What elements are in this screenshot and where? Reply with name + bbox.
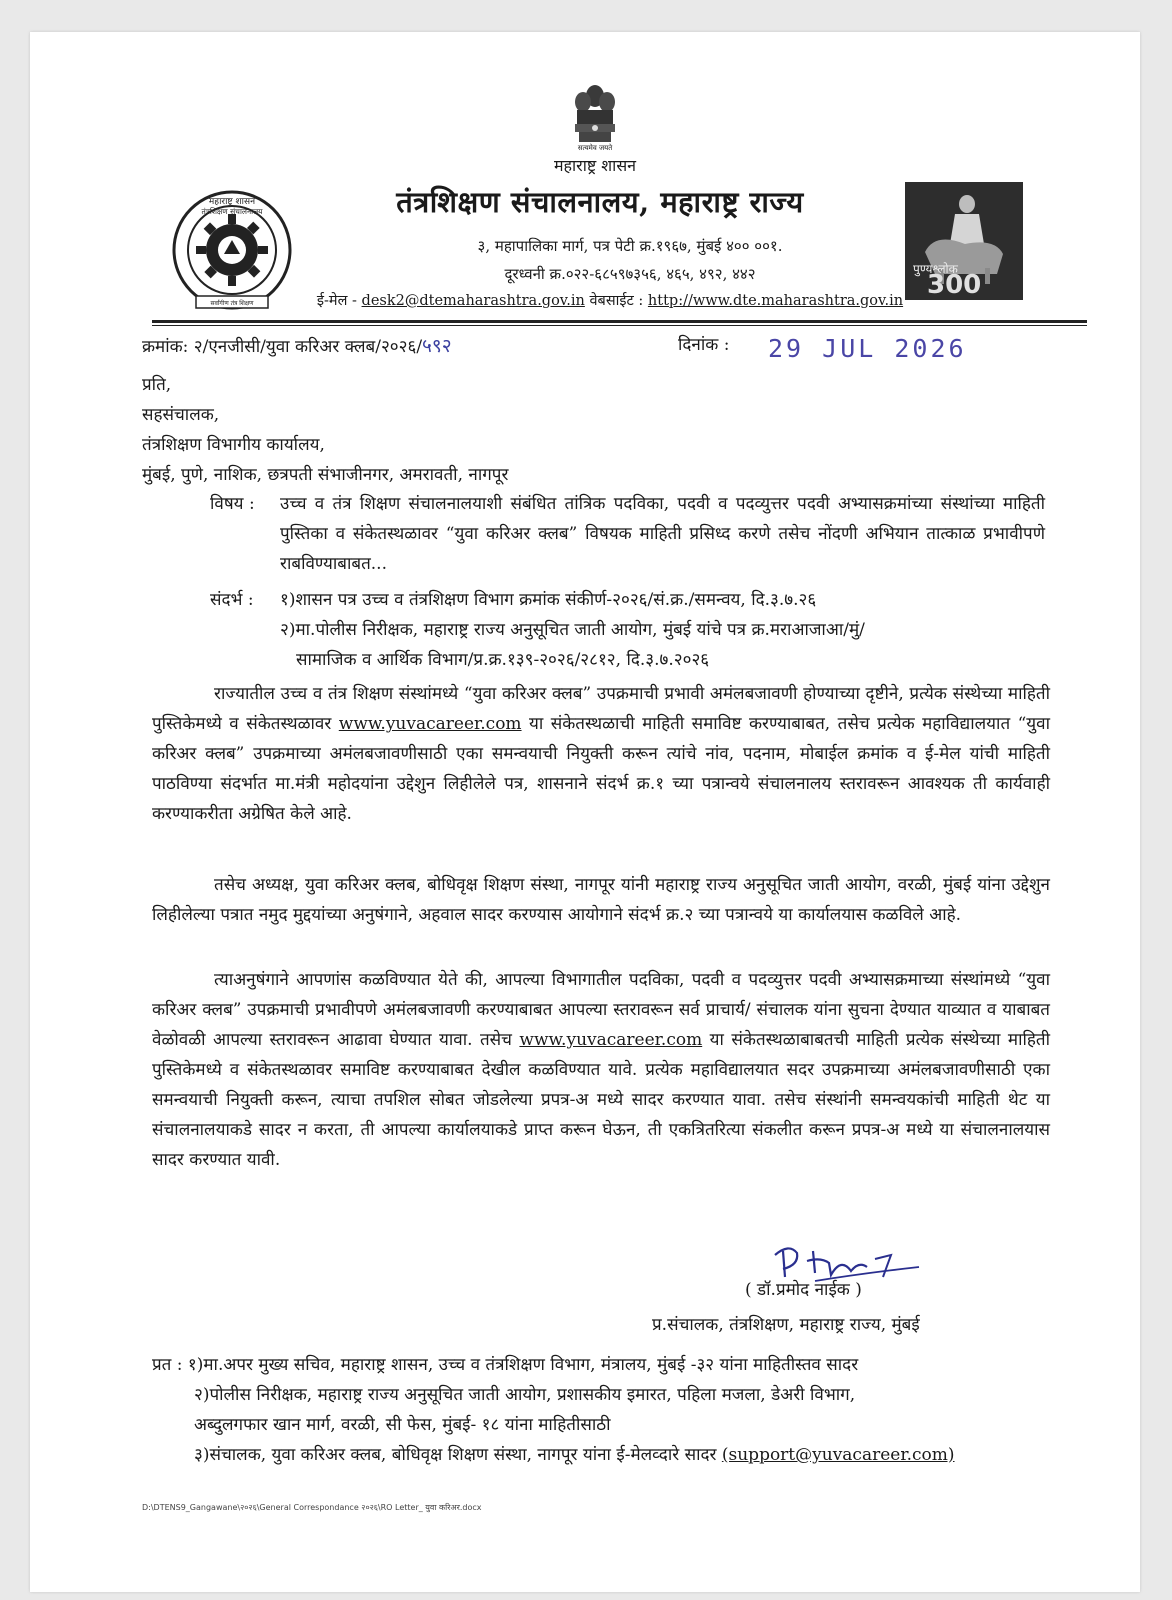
office-address: ३, महापालिका मार्ग, पत्र पेटी क्र.१९६७, मुंबई ४०० ००१. bbox=[477, 237, 783, 255]
copy-item-continued: अब्दुलगफार खान मार्ग, वरळी, सी फेस, मुंबई- १८ यांना माहितीसाठी bbox=[194, 1415, 611, 1435]
copy-item bbox=[152, 1440, 1062, 1470]
copy-text: ३)संचालक, युवा करिअर क्लब, बोधिवृक्ष शिक्षण संस्था, नागपूर यांना ई-मेलव्दारे सादर bbox=[194, 1445, 722, 1465]
references-label: संदर्भ : bbox=[210, 590, 254, 610]
email-label: ई-मेल - bbox=[316, 293, 357, 309]
commemorative-logo bbox=[905, 182, 1023, 300]
recipient-line: तंत्रशिक्षण विभागीय कार्यालय, bbox=[142, 435, 325, 455]
website-link[interactable]: http://www.dte.maharashtra.gov.in bbox=[647, 293, 904, 309]
department-seal-icon bbox=[166, 184, 298, 316]
reference-item: १)शासन पत्र उच्च व तंत्रशिक्षण विभाग क्रमांक संकीर्ण-२०२६/सं.क्र./समन्वय, दि.३.७.२६ bbox=[280, 590, 817, 610]
body-paragraph-1 bbox=[152, 679, 1050, 829]
references-list bbox=[280, 585, 1050, 675]
seal-top-text: महाराष्ट्र शासन bbox=[208, 197, 256, 207]
reference-item-continued: सामाजिक व आर्थिक विभाग/प्र.क्र.१३९-२०२६/२८१२, दि.३.७.२०२६ bbox=[296, 650, 710, 670]
government-name: महाराष्ट्र शासन bbox=[553, 156, 637, 175]
copy-to-list bbox=[152, 1350, 1062, 1470]
recipient-block bbox=[142, 370, 1042, 490]
paragraph-text: त्याअनुषंगाने आपणांस कळविण्यात येते की, आपल्या विभागातील पदविका, पदवी व पदव्युत्तर पदवी अभ्यासक्रमाच्या संस्थांमध्ये “युवा करिअर क्लब” उपक्रमाची प्रभावीपणे अमंलबजावणी करण्याबाबत आपल्या स्तरावरून सर्व प्राचार्य/ संचालक यांना सुचना देण्यात याव्यात व याबाबत वेळोवळी आपल्या स्तरावरून आढावा घेण्यात यावा. तसेच bbox=[152, 970, 1050, 1050]
paragraph-text: राज्यातील उच्च व तंत्र शिक्षण संस्थांमध्ये “युवा करिअर क्लब” उपक्रमाची प्रभावी अमंलबजावणी होण्याच्या दृष्टीने, प्रत्येक संस्थेच्या माहिती पुस्तिकेमध्ये व संकेतस्थळावर bbox=[152, 684, 1050, 734]
stamped-number: ५९२ bbox=[422, 335, 452, 357]
recipient-line: प्रति, bbox=[142, 375, 172, 395]
emblem-motto: सत्यमेव जयते bbox=[577, 144, 613, 152]
yuvacareer-link[interactable]: www.yuvacareer.com bbox=[338, 714, 522, 734]
file-path-footer: D:\DTENS9_Gangawane\२०२६\General Correspondance २०२६\RO Letter_ युवा करिअर.docx bbox=[142, 1503, 482, 1512]
contact-line bbox=[200, 290, 1020, 310]
recipient-line: सहसंचालक, bbox=[142, 405, 220, 425]
signatory-designation: प्र.संचालक, तंत्रशिक्षण, महाराष्ट्र राज्य, मुंबई bbox=[652, 1315, 920, 1335]
subject-text: उच्च व तंत्र शिक्षण संचालनालयाशी संबंधित तांत्रिक पदविका, पदवी व पदव्युत्तर पदवी अभ्यासक्रमांच्या संस्थांच्या माहिती पुस्तिका व संकेतस्थळावर “युवा करिअर क्लब” विषयक माहिती प्रसिध्द करणे तसेच नोंदणी अभियान तात्काळ प्रभावीपणे राबविण्याबाबत... bbox=[280, 494, 1045, 574]
date-label: दिनांक : bbox=[678, 335, 730, 355]
reference-text: क्रमांक: २/एनजीसी/युवा करिअर क्लब/२०२६/ bbox=[142, 337, 423, 357]
body-paragraph-2: तसेच अध्यक्ष, युवा करिअर क्लब, बोधिवृक्ष शिक्षण संस्था, नागपूर यांनी महाराष्ट्र राज्य अनुसूचित जाती आयोग, वरळी, मुंबई यांना उद्देशुन लिहीलेल्या पत्रात नमुद मुद्दयांच्या अनुषंगाने, अहवाल सादर करण्यास आयोगाने संदर्भ क्र.२ च्या पत्रान्वये या कार्यालयास कळविले आहे. bbox=[152, 875, 1050, 925]
signatory-name: ( डॉ.प्रमोद नाईक ) bbox=[745, 1280, 862, 1300]
seal-ring-text: तंत्रशिक्षण संचालनालय bbox=[201, 207, 263, 216]
subject-label: विषय : bbox=[210, 494, 255, 514]
reference-number bbox=[142, 332, 452, 358]
header-divider bbox=[152, 320, 1087, 323]
logo-number: 300 bbox=[927, 270, 982, 300]
recipient-line: मुंबई, पुणे, नाशिक, छत्रपती संभाजीनगर, अमरावती, नागपूर bbox=[142, 465, 509, 485]
support-email-link[interactable]: (support@yuvacareer.com) bbox=[721, 1445, 955, 1465]
date-stamp: 29 JUL 2026 bbox=[768, 334, 967, 363]
copy-item: २)पोलीस निरीक्षक, महाराष्ट्र राज्य अनुसूचित जाती आयोग, प्रशासकीय इमारत, पहिला मजला, डेअरी विभाग, bbox=[194, 1385, 856, 1405]
seal-motto-text: सर्वांगीण तंत्र शिक्षण bbox=[210, 300, 254, 307]
copy-item: प्रत : १)मा.अपर मुख्य सचिव, महाराष्ट्र शासन, उच्च व तंत्रशिक्षण विभाग, मंत्रालय, मुंबई -३२ यांना माहितीस्तव सादर bbox=[152, 1355, 859, 1375]
department-title: तंत्रशिक्षण संचालनालय, महाराष्ट्र राज्य bbox=[396, 185, 804, 219]
website-label: वेबसाईट : bbox=[589, 293, 644, 309]
email-link[interactable]: desk2@dtemaharashtra.gov.in bbox=[361, 293, 585, 309]
office-phone: दूरध्वनी क्र.०२२-६८५९७३५६, ४६५, ४९२, ४४२ bbox=[504, 265, 756, 283]
paragraph-text: या संकेतस्थळाची माहिती समाविष्ट करण्याबाबत, तसेच प्रत्येक महाविद्यालयात “युवा करिअर क्लब” उपक्रमाच्या अमंलबजावणीसाठी एका समन्वयाची नियुक्ती करून त्यांचे नांव, पदनाम, मोबाईल क्रमांक व ई-मेल यांची माहिती पाठविण्या संदर्भात मा.मंत्री महोदयांना उद्देशुन लिहीलेले पत्र, शासनाने संदर्भ क्र.१ च्या पत्रान्वये संचालनालय स्तरावरून आवश्यक ती कार्यवाही करण्याकरीता अग्रेषित केले आहे. bbox=[152, 714, 1050, 824]
header-divider-thin bbox=[152, 325, 1087, 326]
body-paragraph-3 bbox=[152, 965, 1050, 1175]
yuvacareer-link[interactable]: www.yuvacareer.com bbox=[519, 1030, 703, 1050]
paragraph-text: या संकेतस्थळाबाबतची माहिती प्रत्येक संस्थेच्या माहिती पुस्तिकेमध्ये व संकेतस्थळावर समाविष्ट करण्याबाबत देखील कळविण्यात यावे. प्रत्येक महाविद्यालयात सदर उपक्रमाच्या अमंलबजावणीसाठी एका समन्वयाची नियुक्ती करून, त्याचा तपशिल सोबत जोडलेल्या प्रपत्र-अ मध्ये सादर करण्यात यावा. तसेच संस्थांनी समन्वयकांची माहिती थेट या संचालनालयाकडे सादर न करता, ती आपल्या कार्यालयाकडे प्राप्त करून घेऊन, ती एकत्रितरित्या संकलीत करून प्रपत्र-अ मध्ये या संचालनालयास सादर करण्यात यावी. bbox=[152, 1030, 1050, 1170]
logo-caption: पुण्यश्लोक bbox=[913, 262, 958, 276]
letter-page bbox=[30, 32, 1140, 1592]
reference-item: २)मा.पोलीस निरीक्षक, महाराष्ट्र राज्य अनुसूचित जाती आयोग, मुंबई यांचे पत्र क्र.मराआजाआ/मुं/ bbox=[280, 620, 865, 640]
